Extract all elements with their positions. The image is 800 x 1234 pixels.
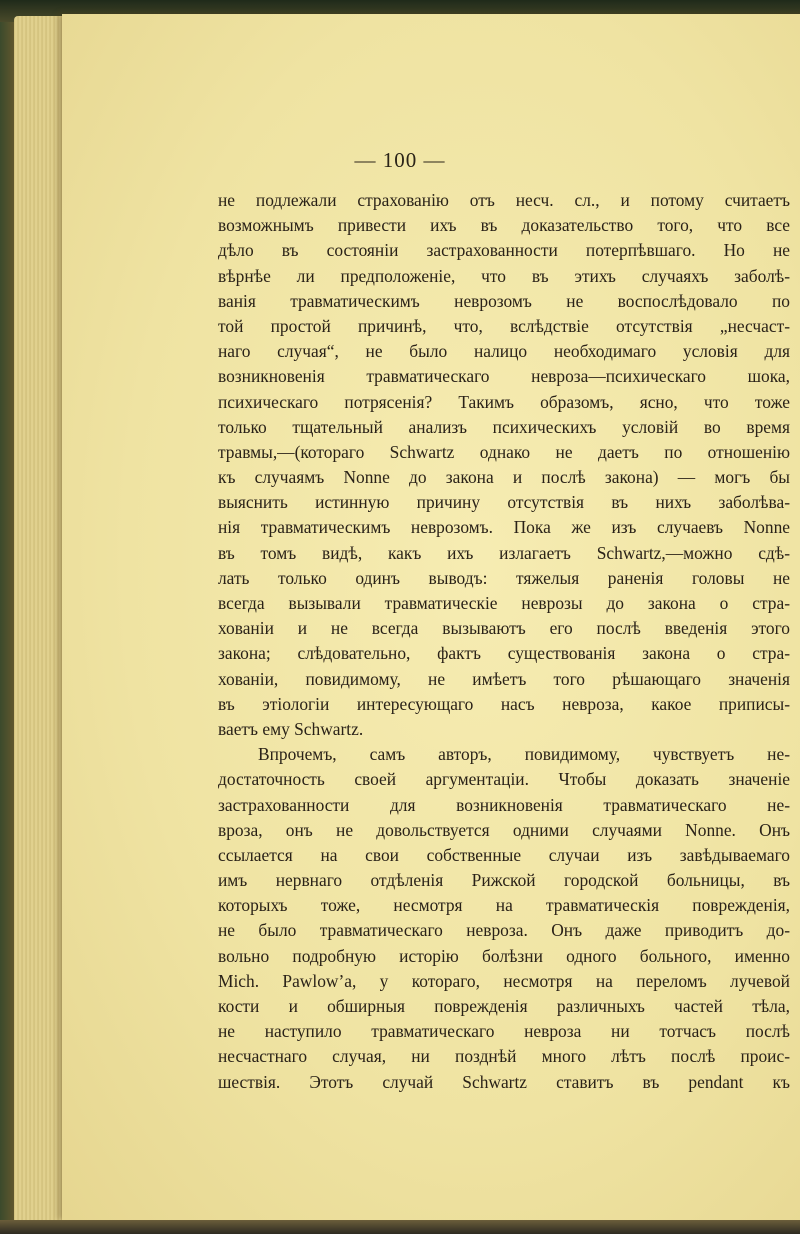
text-line: вѣрнѣе ли предположеніе, что въ этихъ случаяхъ заболѣ- [218,265,790,286]
text-line: психическаго потрясенія? Такимъ образомъ, ясно, что тоже [218,391,790,412]
text-line: дѣло въ состояніи застрахованности потерпѣвшаго. Но не [218,240,790,261]
text-line: той простой причинѣ, что, вслѣдствіе отсутствія „несчаст- [218,315,790,336]
text-line: не было травматическаго невроза. Онъ даже приводитъ до- [218,920,790,941]
text-line: выяснить истинную причину отсутствія въ нихъ заболѣва- [218,492,790,513]
body-text [218,188,790,1095]
text-line: достаточность своей аргументаціи. Чтобы доказать значеніе [218,769,790,790]
text-line: Впрочемъ, самъ авторъ, повидимому, чувствуетъ не- [258,744,790,765]
text-line: травмы,—(котораго Schwartz однако не даетъ по отношенію [218,441,790,462]
text-line: лать только одинъ выводъ: тяжелыя раненія головы не [218,567,790,588]
text-line: ванія травматическимъ неврозомъ не воспослѣдовало по [218,290,790,311]
text-line: имъ нервнаго отдѣленія Рижской городской больницы, въ [218,870,790,891]
text-line: не наступило травматическаго невроза ни тотчасъ послѣ [218,1021,790,1042]
text-line: хованіи, повидимому, не имѣетъ того рѣшающаго значенія [218,668,790,689]
text-line: вольно подробную исторію болѣзни одного больного, именно [218,945,790,966]
text-line: всегда вызывали травматическіе неврозы до закона о стра- [218,593,790,613]
text-line: Mich. Pawlow’а, у котораго, несмотря на переломъ лучевой [218,970,790,991]
text-line: застрахованности для возникновенія травматическаго не- [218,794,790,815]
text-line: вроза, онъ не довольствуется одними случаями Nonne. Онъ [218,819,790,840]
text-line: ссылается на свои собственные случаи изъ завѣдываемаго [218,844,790,865]
text-line: только тщательный анализъ психическихъ условій во время [218,416,790,437]
background-bottom [0,1220,800,1234]
text-line: ваетъ ему Schwartz. [218,718,364,739]
text-line: нія травматическимъ неврозомъ. Пока же изъ случаевъ Nonne [218,517,790,538]
text-line: возможнымъ привести ихъ въ доказательство того, что все [218,215,790,236]
text-line: хованіи и не всегда вызываютъ его послѣ введенія этого [218,618,790,639]
text-line: которыхъ тоже, несмотря на травматическія поврежденія, [218,895,790,916]
text-line: не подлежали страхованію отъ несч. сл., и потому считаетъ [218,190,790,210]
page-number: — 100 — [354,148,446,172]
text-line: несчастнаго случая, ни позднѣй много лѣтъ послѣ проис- [218,1046,790,1067]
text-line: кости и обширныя поврежденія различныхъ частей тѣла, [218,996,790,1016]
text-line: закона; слѣдовательно, фактъ существованія закона о стра- [218,643,790,664]
text-line: шествія. Этотъ случай Schwartz ставитъ въ pendant къ [218,1071,790,1092]
text-line: возникновенія травматическаго невроза—психическаго шока, [218,366,790,387]
text-line: наго случая“, не было налицо необходимаго условія для [218,341,790,362]
text-line: въ томъ видѣ, какъ ихъ излагаетъ Schwartz,—можно сдѣ- [218,542,790,563]
text-line: къ случаямъ Nonne до закона и послѣ закона) — могъ бы [218,467,790,488]
text-line: въ этіологіи интересующаго насъ невроза, какое приписы- [218,693,790,714]
